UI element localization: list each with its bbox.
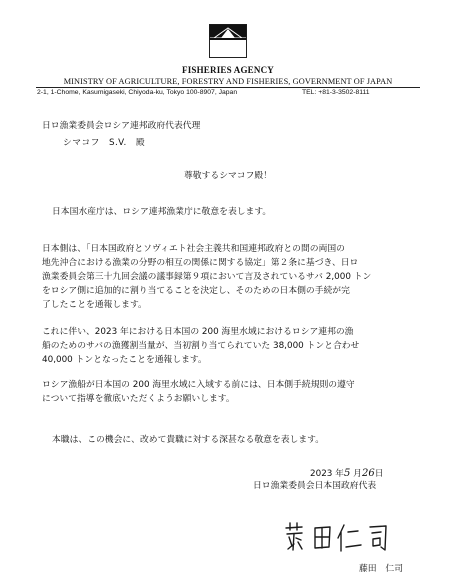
- agency-address: 2-1, 1-Chome, Kasumigaseki, Chiyoda-ku, Tokyo 100-8907, Japan: [37, 89, 238, 96]
- body-paragraph-4: [42, 378, 355, 406]
- ministry-name: MINISTRY OF AGRICULTURE, FORESTRY AND FISHERIES, GOVERNMENT OF JAPAN: [63, 77, 393, 86]
- date-year: 2023 年: [310, 469, 344, 479]
- signer-name: 藤田 仁司: [359, 564, 403, 574]
- paragraph-line: について指導を徹底いただくようお願いします。: [42, 394, 235, 404]
- date-month-handwritten: 5: [343, 468, 351, 479]
- paragraph-line: 日本側は、「日本国政府とソヴィエト社会主義共和国連邦政府との間の両国の: [42, 244, 345, 254]
- date-month-suffix: 月: [350, 469, 362, 479]
- handwritten-signature: [282, 520, 392, 556]
- paragraph-line: 40,000 トンとなったことを通報します。: [42, 355, 207, 365]
- japan-flag-emblem-icon: [209, 24, 247, 58]
- agency-telephone: TEL: +81-3-3502-8111: [302, 89, 370, 96]
- body-paragraph-5: 本職は、この機会に、改めて貴職に対する深甚なる敬意を表します。: [52, 435, 325, 445]
- date-day-suffix: 日: [374, 469, 384, 479]
- paragraph-line: 地先沖合における漁業の分野の相互の関係に関する協定」第２条に基づき、日ロ: [42, 258, 359, 268]
- letter-date: [310, 466, 384, 479]
- paragraph-line: 了したことを通報します。: [42, 300, 147, 310]
- signer-position: 日ロ漁業委員会日本国政府代表: [253, 481, 377, 491]
- recipient-title: 日ロ漁業委員会ロシア連邦政府代表代理: [42, 121, 201, 131]
- recipient-name: シマコフ S.V. 殿: [63, 138, 146, 148]
- paragraph-line: 漁業委員会第三十九回会議の議事録第９項において言及されているサバ 2,000 トン: [42, 272, 372, 282]
- greeting: 尊敬するシマコフ殿！: [184, 171, 272, 181]
- body-paragraph-3: [42, 325, 359, 367]
- paragraph-line: これに伴い、2023 年における日本国の 200 海里水域におけるロシア連邦の漁: [42, 327, 354, 337]
- paragraph-line: 船のためのサバの漁獲割当量が、当初割り当てられていた 38,000 トンと合わせ: [42, 341, 360, 351]
- letterhead-divider: [36, 87, 420, 88]
- date-day-handwritten: 26: [361, 468, 375, 479]
- agency-name: FISHERIES AGENCY: [182, 65, 274, 75]
- paragraph-line: をロシア側に追加的に割り当てることを決定し、そのための日本側の手続が完: [42, 286, 350, 296]
- body-paragraph-1: 日本国水産庁は、ロシア連邦漁業庁に敬意を表します。: [52, 207, 272, 217]
- body-paragraph-2: [42, 242, 371, 312]
- paragraph-line: ロシア漁船が日本国の 200 海里水域に入域する前には、日本側手続規則の遵守: [42, 380, 355, 390]
